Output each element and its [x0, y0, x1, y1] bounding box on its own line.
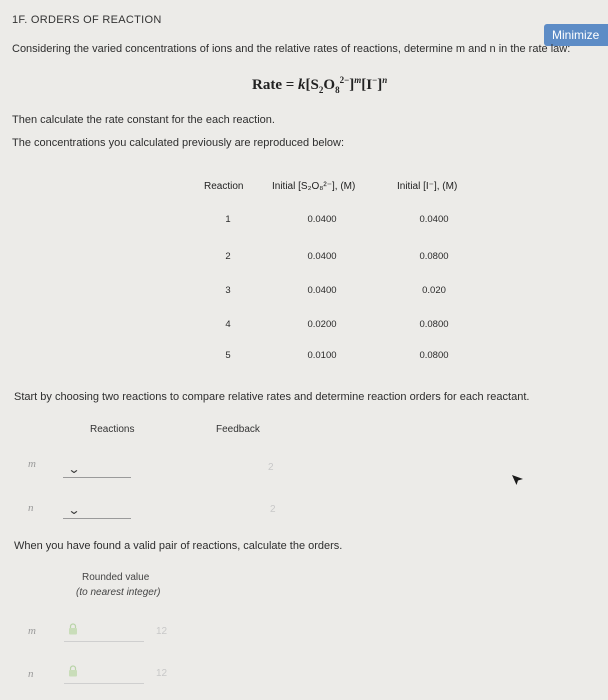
persulfate-bracket: [S	[305, 77, 319, 93]
lock-icon	[68, 665, 78, 677]
minimize-button[interactable]: Minimize	[544, 24, 608, 46]
n-order-label: n	[28, 668, 34, 680]
table-header-initial-persulfate: Initial [S₂O₈²⁻], (M)	[272, 181, 356, 192]
iodide-close: ]	[377, 77, 383, 93]
rate-law-prefix: Rate =	[252, 77, 299, 93]
m-label: m	[28, 458, 36, 470]
persulfate-conc: 0.0100	[307, 350, 337, 361]
table-header-initial-iodide: Initial [I⁻], (M)	[397, 181, 458, 192]
persulfate-sub1: 2	[318, 85, 324, 95]
n-reaction-select[interactable]	[63, 501, 131, 519]
m-feedback: 2	[268, 462, 274, 473]
rounded-value-label: Rounded value	[82, 572, 150, 583]
section-title: 1F. ORDERS OF REACTION	[12, 14, 162, 26]
persulfate-sub2: 8	[335, 85, 340, 95]
compare-instruction: Start by choosing two reactions to compare relative rates and determine reaction orders for each reactant.	[14, 391, 530, 403]
persulfate-conc: 0.0200	[307, 319, 337, 330]
instruction-rate-law: Considering the varied concentrations of ions and the relative rates of reactions, determine m and n in the rate law:	[12, 43, 571, 55]
instruction-rate-constant: Then calculate the rate constant for the each reaction.	[12, 114, 275, 126]
m-order-input[interactable]	[64, 620, 144, 642]
chevron-down-icon: ⌄	[67, 462, 81, 476]
reaction-number: 2	[225, 251, 231, 262]
table-header-reaction: Reaction	[204, 181, 244, 192]
persulfate-conc: 0.0400	[307, 285, 337, 296]
instruction-concentrations: The concentrations you calculated previously are reproduced below:	[12, 137, 345, 149]
exponent-n: n	[382, 75, 388, 85]
rate-law-equation	[252, 75, 387, 95]
n-label: n	[28, 502, 34, 514]
n-order-feedback: 12	[156, 668, 168, 679]
m-reaction-select[interactable]	[63, 460, 131, 478]
persulfate-conc: 0.0400	[307, 251, 337, 262]
feedback-column-header: Feedback	[216, 424, 260, 435]
iodide-charge: −	[372, 75, 378, 85]
exponent-m: m	[354, 75, 362, 85]
mouse-cursor-icon	[512, 474, 524, 486]
reaction-number: 5	[225, 350, 231, 361]
iodide-conc: 0.0800	[419, 251, 449, 262]
lock-icon	[68, 623, 78, 635]
persulfate-close: ]	[349, 77, 355, 93]
m-order-label: m	[28, 625, 36, 637]
orders-instruction: When you have found a valid pair of reactions, calculate the orders.	[14, 540, 343, 552]
chevron-down-icon: ⌄	[67, 503, 81, 517]
iodide-conc: 0.020	[422, 285, 446, 296]
persulfate-oxygen: O	[323, 77, 336, 93]
rounded-value-note: (to nearest integer)	[76, 587, 161, 598]
persulfate-charge: 2−	[339, 75, 350, 85]
m-order-feedback: 12	[156, 626, 168, 637]
iodide-conc: 0.0400	[419, 214, 449, 225]
persulfate-conc: 0.0400	[307, 214, 337, 225]
iodide-conc: 0.0800	[419, 319, 449, 330]
iodide-bracket: [I	[361, 77, 373, 93]
iodide-conc: 0.0800	[419, 350, 449, 361]
n-feedback: 2	[270, 504, 276, 515]
reaction-number: 3	[225, 285, 231, 296]
reaction-number: 1	[225, 214, 231, 225]
n-order-input[interactable]	[64, 662, 144, 684]
reaction-number: 4	[225, 319, 231, 330]
rate-constant-symbol: k	[298, 77, 306, 93]
reactions-column-header: Reactions	[90, 424, 135, 435]
